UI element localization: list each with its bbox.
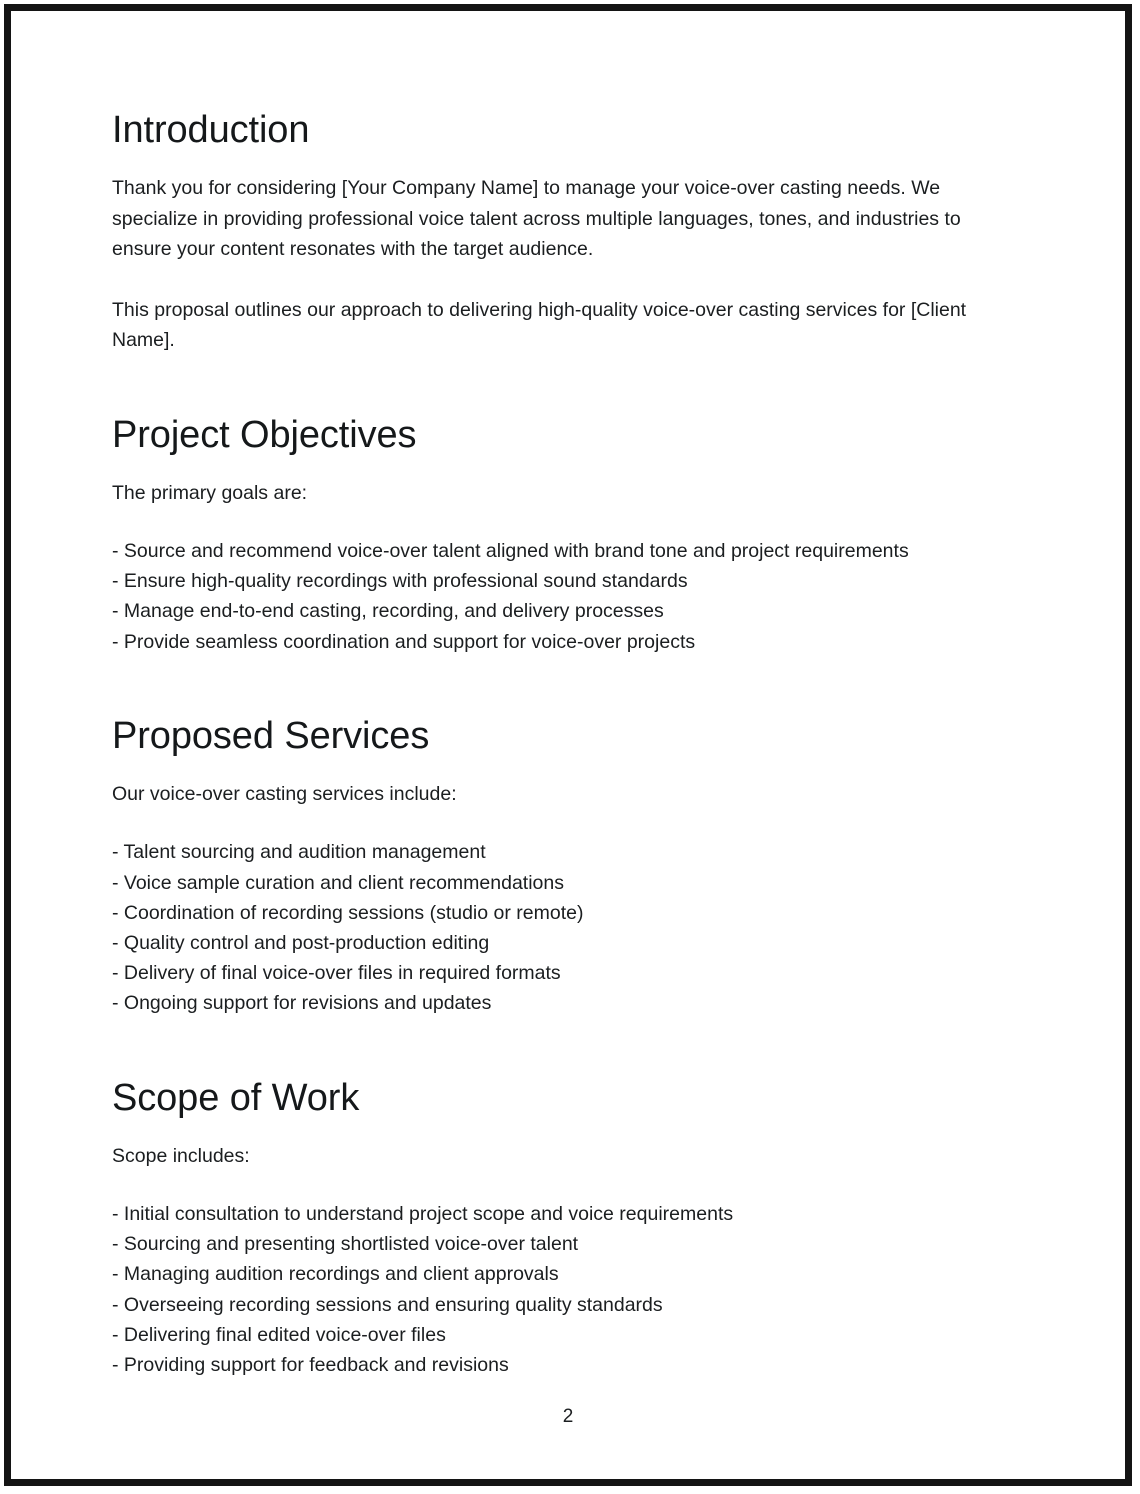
page-number: 2	[562, 1406, 574, 1427]
introduction-paragraph-1: Thank you for considering [Your Company Name] to manage your voice-over casting needs. We specialize in providing professional voice talent across multiple languages, tones, and industries to ensure your content resonates with the target audience.	[112, 177, 961, 260]
list-item: - Manage end-to-end casting, recording, and delivery processes	[112, 600, 664, 623]
list-item: - Providing support for feedback and revisions	[112, 1354, 509, 1377]
section-heading-introduction: Introduction	[112, 109, 310, 151]
project-objectives-intro: The primary goals are:	[112, 481, 308, 504]
section-heading-project-objectives: Project Objectives	[112, 413, 417, 456]
page-border-frame	[4, 4, 1132, 1486]
list-item: - Delivery of final voice-over files in required formats	[112, 962, 561, 985]
proposed-services-list	[112, 837, 992, 1018]
list-item: - Ensure high-quality recordings with professional sound standards	[112, 570, 688, 593]
list-item: - Quality control and post-production editing	[112, 931, 490, 954]
list-item: - Managing audition recordings and client approvals	[112, 1263, 559, 1286]
list-item: - Coordination of recording sessions (studio or remote)	[112, 901, 584, 924]
list-item: - Source and recommend voice-over talent aligned with brand tone and project requirements	[112, 540, 909, 562]
scope-of-work-intro: Scope includes:	[112, 1144, 250, 1167]
list-item: - Talent sourcing and audition management	[112, 841, 486, 864]
list-item: - Ongoing support for revisions and updates	[112, 992, 492, 1015]
introduction-paragraph-2: This proposal outlines our approach to delivering high-quality voice-over casting services for [Client Name].	[112, 298, 967, 351]
section-heading-scope-of-work: Scope of Work	[112, 1076, 360, 1119]
list-item: - Delivering final edited voice-over files	[112, 1323, 446, 1346]
scope-of-work-list	[112, 1199, 992, 1380]
list-item: - Sourcing and presenting shortlisted voice-over talent	[112, 1233, 579, 1256]
list-item: - Voice sample curation and client recommendations	[112, 871, 564, 894]
document-page	[11, 11, 1125, 1479]
list-item: - Overseeing recording sessions and ensuring quality standards	[112, 1293, 663, 1316]
list-item: - Provide seamless coordination and support for voice-over projects	[112, 630, 696, 653]
list-item: - Initial consultation to understand project scope and voice requirements	[112, 1203, 734, 1226]
proposed-services-intro: Our voice-over casting services include:	[112, 782, 457, 805]
document-content	[112, 107, 992, 1380]
section-heading-proposed-services: Proposed Services	[112, 714, 430, 757]
project-objectives-list	[112, 536, 992, 657]
